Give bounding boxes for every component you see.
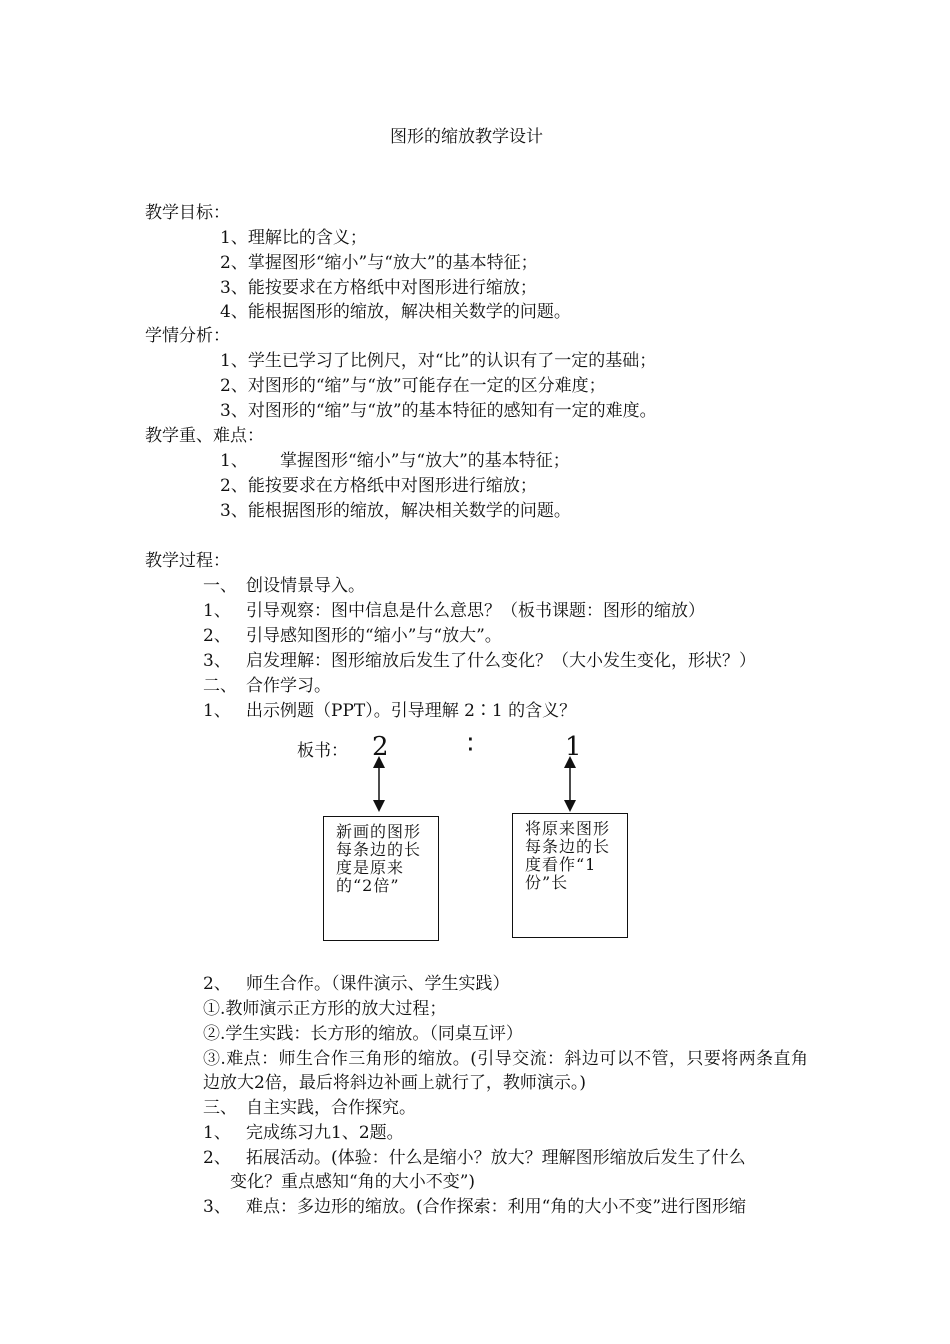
goal-item: 3、能按要求在方格纸中对图形进行缩放； (220, 278, 537, 298)
step-text-continued: 变化？重点感知“角的大小不变”) (230, 1172, 476, 1192)
goal-item: 4、能根据图形的缩放，解决相关数学的问题。 (220, 302, 571, 322)
step-number: 1、 (203, 601, 231, 621)
key-heading: 教学重、难点： (145, 426, 264, 446)
step-text: 出示例题（PPT）。引导理解 2∶1 的含义？ (246, 701, 577, 721)
key-item: 3、能根据图形的缩放，解决相关数学的问题。 (220, 501, 571, 521)
analysis-item: 2、对图形的“缩”与“放”可能存在一定的区分难度； (220, 376, 606, 396)
step-text: 完成练习九1、2题。 (246, 1123, 404, 1143)
part-number: 二、 (203, 676, 237, 696)
step-text: 师生合作。（课件演示、学生实践） (246, 974, 510, 994)
key-item-text: 掌握图形“缩小”与“放大”的基本特征； (280, 451, 570, 471)
part-number: 一、 (203, 576, 237, 596)
board-box-right: 将原来图形每条边的长度看作“1份”长 (512, 813, 628, 938)
board-label: 板书： (297, 741, 348, 761)
key-item: 2、能按要求在方格纸中对图形进行缩放； (220, 476, 537, 496)
step-text: 难点：多边形的缩放。(合作探索：利用“角的大小不变”进行图形缩 (246, 1197, 747, 1217)
part-number: 三、 (203, 1098, 237, 1118)
step-number: 2、 (203, 1148, 231, 1168)
part-title: 合作学习。 (246, 676, 331, 696)
part-title: 创设情景导入。 (246, 576, 365, 596)
goals-heading: 教学目标： (145, 203, 230, 223)
step-text: 拓展活动。(体验：什么是缩小？放大？理解图形缩放后发生了什么 (246, 1148, 746, 1168)
page-title: 图形的缩放教学设计 (390, 127, 543, 147)
board-box-left: 新画的图形每条边的长度是原来的“2倍” (323, 816, 439, 941)
board-ratio-left: 2 (372, 732, 389, 762)
analysis-item: 3、对图形的“缩”与“放”的基本特征的感知有一定的难度。 (220, 401, 657, 421)
sub-item: ①.教师演示正方形的放大过程； (203, 999, 447, 1019)
process-heading: 教学过程： (145, 551, 230, 571)
key-item-num: 1、 (220, 451, 248, 471)
sub-item-wrapped: ③.难点：师生合作三角形的缩放。(引导交流：斜边可以不管，只要将两条直角边放大2倍，最后将斜边补画上就行了，教师演示。) (203, 1049, 808, 1093)
step-text: 引导感知图形的“缩小”与“放大”。 (246, 626, 502, 646)
board-ratio-right: 1 (565, 732, 582, 762)
step-number: 3、 (203, 651, 231, 671)
goal-item: 1、理解比的含义； (220, 228, 367, 248)
step-number: 2、 (203, 626, 231, 646)
analysis-heading: 学情分析： (145, 326, 230, 346)
step-text: 启发理解：图形缩放后发生了什么变化？（大小发生变化，形状？） (246, 651, 756, 671)
step-number: 1、 (203, 701, 231, 721)
step-number: 1、 (203, 1123, 231, 1143)
step-text: 引导观察：图中信息是什么意思？（板书课题：图形的缩放） (246, 601, 705, 621)
step-number: 2、 (203, 974, 231, 994)
sub-item: ②.学生实践：长方形的缩放。（同桌互评） (203, 1024, 523, 1044)
analysis-item: 1、学生已学习了比例尺，对“比”的认识有了一定的基础； (220, 351, 657, 371)
board-ratio-colon: ∶ (467, 730, 474, 760)
part-title: 自主实践，合作探究。 (246, 1098, 416, 1118)
step-number: 3、 (203, 1197, 231, 1217)
goal-item: 2、掌握图形“缩小”与“放大”的基本特征； (220, 253, 538, 273)
